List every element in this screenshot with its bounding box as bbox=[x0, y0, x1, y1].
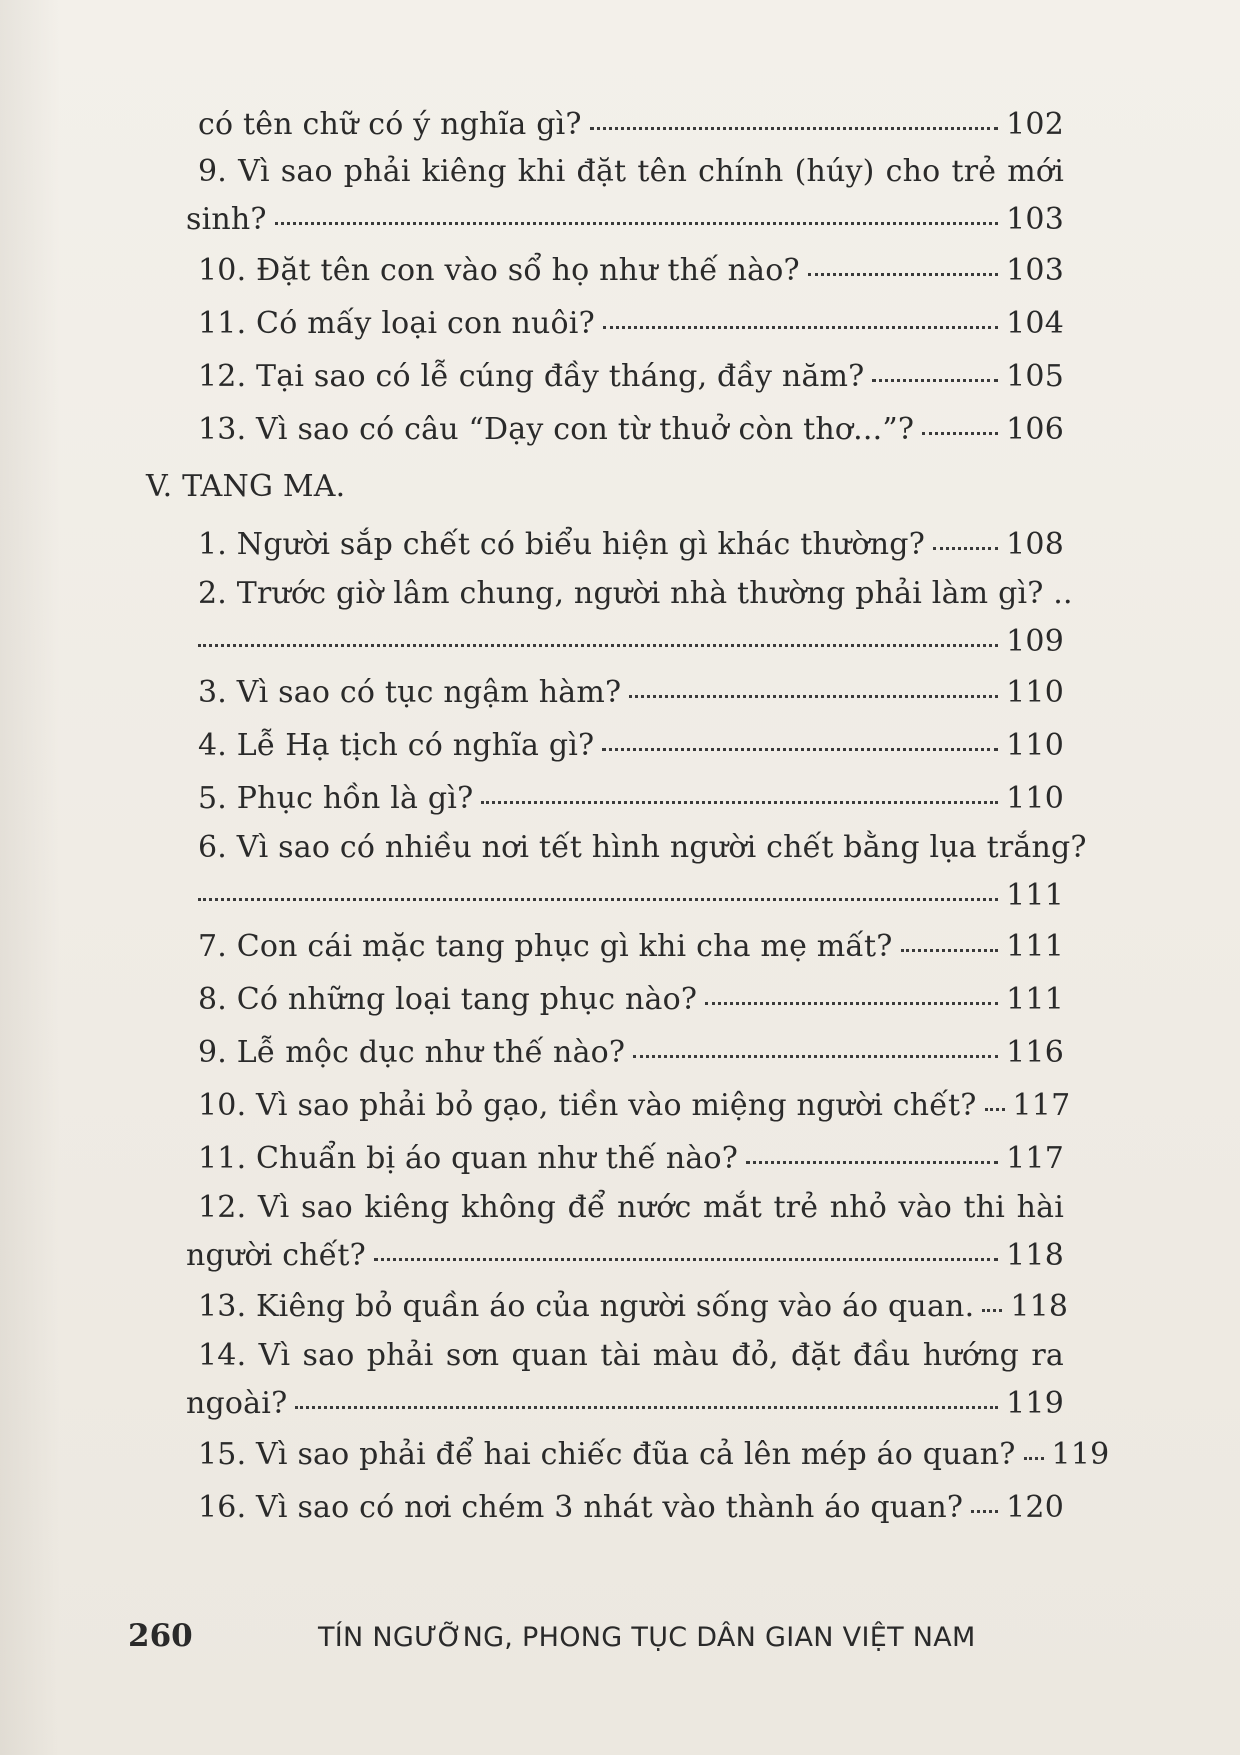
toc-entry-line bbox=[198, 1185, 1064, 1231]
toc-entry-title: 10. Vì sao phải bỏ gạo, tiền vào miệng người chết? bbox=[198, 1088, 977, 1123]
toc-entry-line bbox=[198, 149, 1064, 195]
toc-entry-title: 16. Vì sao có nơi chém 3 nhát vào thành áo quan? bbox=[198, 1490, 964, 1525]
dot-leader bbox=[275, 216, 998, 225]
toc-entry bbox=[198, 1132, 1064, 1185]
toc-entry-title: sinh? bbox=[186, 202, 267, 237]
toc-entry-title: 13. Vì sao có câu “Dạy con từ thuở còn thơ...”? bbox=[198, 412, 915, 447]
toc-entry-line bbox=[198, 825, 1087, 871]
toc-entry bbox=[198, 666, 1064, 719]
toc-entry-page: 105 bbox=[1006, 359, 1064, 394]
toc-entry-title: 14. Vì sao phải sơn quan tài màu đỏ, đặt đầu hướng ra bbox=[198, 1338, 1064, 1373]
toc-entry-title: 7. Con cái mặc tang phục gì khi cha mẹ mất? bbox=[198, 929, 893, 964]
toc-entry bbox=[198, 1079, 1071, 1132]
toc-entry-page: 118 bbox=[1006, 1238, 1064, 1273]
toc-entry-page: 111 bbox=[1006, 929, 1064, 964]
toc-entry-page: 111 bbox=[1006, 982, 1064, 1017]
dot-leader bbox=[1024, 1451, 1044, 1460]
dot-leader bbox=[198, 638, 998, 647]
dot-leader bbox=[872, 373, 998, 382]
dot-leader bbox=[982, 1303, 1002, 1312]
toc-entry-page: 119 bbox=[1051, 1437, 1110, 1472]
toc-entry-page: 116 bbox=[1006, 1035, 1064, 1070]
toc-entry bbox=[186, 1231, 1064, 1280]
toc-entry bbox=[186, 1379, 1064, 1428]
dot-leader bbox=[633, 1049, 998, 1058]
toc-entry-title: 4. Lễ Hạ tịch có nghĩa gì? bbox=[198, 728, 595, 763]
toc-entry-title: 11. Có mấy loại con nuôi? bbox=[198, 306, 595, 341]
toc-entry-page: 103 bbox=[1006, 202, 1064, 237]
toc-entry-page: 118 bbox=[1010, 1289, 1069, 1324]
toc-entry bbox=[198, 973, 1064, 1026]
page-number: 260 bbox=[128, 1618, 193, 1654]
toc-entry-title: 5. Phục hồn là gì? bbox=[198, 781, 474, 816]
dot-leader bbox=[374, 1252, 998, 1261]
toc-entry-page: 106 bbox=[1006, 412, 1064, 447]
toc-entry bbox=[198, 1428, 1110, 1481]
dot-leader bbox=[808, 267, 998, 276]
toc-entry bbox=[186, 195, 1064, 244]
toc-entry bbox=[198, 350, 1064, 403]
toc-entry-title: 8. Có những loại tang phục nào? bbox=[198, 982, 698, 1017]
toc-entry bbox=[198, 1481, 1064, 1534]
toc-entry bbox=[198, 719, 1064, 772]
toc-entry bbox=[198, 403, 1064, 456]
toc-entry-page: 120 bbox=[1006, 1490, 1064, 1525]
dot-leader bbox=[705, 996, 998, 1005]
dot-leader bbox=[481, 795, 998, 804]
toc-entry-page: 104 bbox=[1006, 306, 1064, 341]
dot-leader bbox=[602, 742, 998, 751]
toc-entry-page: 102 bbox=[1006, 107, 1064, 142]
dot-leader bbox=[901, 943, 999, 952]
toc-entry-title: 3. Vì sao có tục ngậm hàm? bbox=[198, 675, 622, 710]
dot-leader bbox=[603, 320, 998, 329]
dot-leader bbox=[746, 1155, 998, 1164]
toc-entry-title: 1. Người sắp chết có biểu hiện gì khác thường? bbox=[198, 527, 925, 562]
toc-entry bbox=[198, 772, 1064, 825]
toc-entry-title: 6. Vì sao có nhiều nơi tết hình người chết bằng lụa trắng? bbox=[198, 830, 1087, 865]
table-of-contents bbox=[146, 100, 1110, 1534]
toc-entry-page: 108 bbox=[1006, 527, 1064, 562]
dot-leader bbox=[933, 541, 998, 550]
toc-entry bbox=[198, 297, 1064, 350]
toc-entry-title: 12. Vì sao kiêng không để nước mắt trẻ nhỏ vào thi hài bbox=[198, 1190, 1064, 1225]
toc-entry bbox=[198, 617, 1064, 666]
toc-entry bbox=[198, 1280, 1069, 1333]
toc-entry-title: 9. Vì sao phải kiêng khi đặt tên chính (húy) cho trẻ mới bbox=[198, 154, 1064, 189]
toc-entry-page: 110 bbox=[1006, 781, 1064, 816]
toc-entry bbox=[198, 244, 1064, 297]
toc-entry-title: 2. Trước giờ lâm chung, người nhà thường phải làm gì? .. bbox=[198, 576, 1073, 611]
toc-entry-title: 10. Đặt tên con vào sổ họ như thế nào? bbox=[198, 253, 800, 288]
toc-entry-page: 110 bbox=[1006, 675, 1064, 710]
toc-entry-page: 109 bbox=[1006, 624, 1064, 659]
toc-entry-title: 15. Vì sao phải để hai chiếc đũa cả lên mép áo quan? bbox=[198, 1437, 1016, 1472]
toc-entry-title: có tên chữ có ý nghĩa gì? bbox=[198, 107, 582, 142]
page-footer bbox=[128, 1618, 1068, 1654]
dot-leader bbox=[971, 1504, 998, 1513]
toc-entry-line bbox=[198, 1333, 1064, 1379]
toc-entry bbox=[198, 871, 1064, 920]
toc-entry-title: 11. Chuẩn bị áo quan như thế nào? bbox=[198, 1141, 738, 1176]
dot-leader bbox=[295, 1400, 998, 1409]
dot-leader bbox=[629, 689, 998, 698]
dot-leader bbox=[985, 1102, 1005, 1111]
toc-entry-title: ngoài? bbox=[186, 1386, 288, 1421]
toc-entry-title: 12. Tại sao có lễ cúng đầy tháng, đầy năm? bbox=[198, 359, 865, 394]
dot-leader bbox=[922, 426, 998, 435]
toc-entry-title: 13. Kiêng bỏ quần áo của người sống vào áo quan. bbox=[198, 1289, 975, 1324]
toc-entry-line bbox=[198, 571, 1073, 617]
toc-entry-page: 103 bbox=[1006, 253, 1064, 288]
toc-entry-title: 9. Lễ mộc dục như thế nào? bbox=[198, 1035, 626, 1070]
toc-entry-title: người chết? bbox=[186, 1238, 366, 1273]
toc-entry bbox=[198, 518, 1064, 571]
toc-entry-page: 117 bbox=[1012, 1088, 1071, 1123]
dot-leader bbox=[198, 892, 998, 901]
section-heading: V. TANG MA. bbox=[146, 469, 346, 504]
toc-entry bbox=[198, 1026, 1064, 1079]
toc-entry bbox=[198, 100, 1064, 149]
toc-entry-page: 111 bbox=[1006, 878, 1064, 913]
page-gutter-shadow bbox=[0, 0, 60, 1755]
toc-entry-page: 119 bbox=[1006, 1386, 1064, 1421]
toc-entry-page: 117 bbox=[1006, 1141, 1064, 1176]
toc-entry-page: 110 bbox=[1006, 728, 1064, 763]
dot-leader bbox=[590, 121, 998, 130]
running-title: TÍN NGƯỠNG, PHONG TỤC DÂN GIAN VIỆT NAM bbox=[318, 1622, 976, 1653]
toc-entry bbox=[198, 920, 1064, 973]
